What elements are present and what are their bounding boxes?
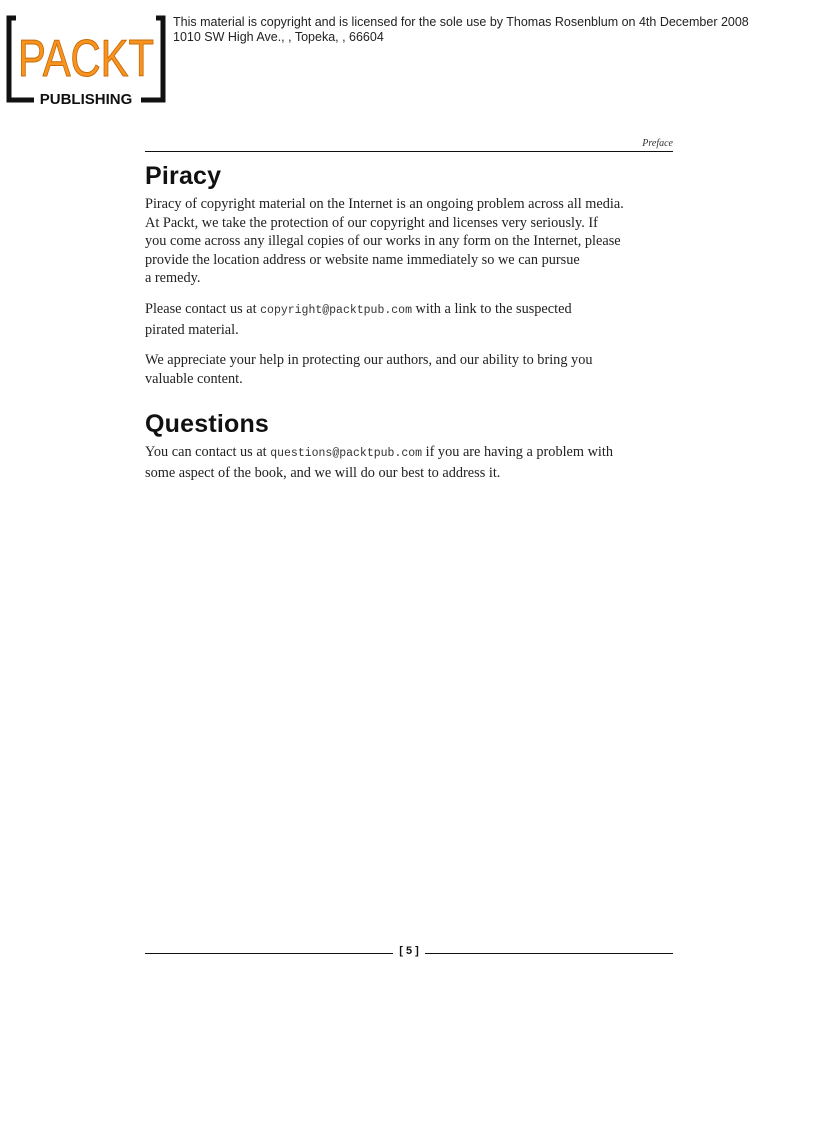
text-span: if you are having a problem with <box>422 444 614 461</box>
heading-questions: Questions <box>145 410 270 439</box>
text-line: some aspect of the book, and we will do our best to address it. <box>145 464 501 481</box>
text-span: Please contact us at <box>145 300 261 317</box>
piracy-paragraph-3 <box>145 351 673 388</box>
running-head: Preface <box>642 138 673 149</box>
piracy-paragraph-1 <box>145 195 673 288</box>
heading-piracy: Piracy <box>145 162 222 190</box>
copyright-email[interactable]: copyright@packtpub.com <box>260 303 412 317</box>
questions-email[interactable]: questions@packtpub.com <box>270 447 423 461</box>
text-line: Piracy of copyright material on the Internet is an ongoing problem across all media. <box>145 196 624 212</box>
text-span: with a link to the suspected <box>411 300 572 317</box>
text-line: provide the location address or website name immediately so we can pursue <box>145 251 580 268</box>
text-line: you come across any illegal copies of our works in any form on the Internet, please <box>145 233 621 250</box>
license-line-2: 1010 SW High Ave., , Topeka, , 66604 <box>173 30 384 44</box>
piracy-paragraph-2 <box>145 300 673 339</box>
text-line: At Packt, we take the protection of our copyright and licenses very seriously. If <box>145 214 598 231</box>
text-line: a remedy. <box>145 270 201 287</box>
page-content <box>145 156 673 495</box>
packt-publishing-logo <box>6 14 166 106</box>
license-line-1: This material is copyright and is licensed for the sole use by Thomas Rosenblum on 4th December 2008 <box>173 15 749 29</box>
text-line: We appreciate your help in protecting our authors, and our ability to bring you <box>145 352 593 369</box>
logo-wordmark: PACKT <box>18 30 154 88</box>
text-line: valuable content. <box>145 370 243 387</box>
logo-subtitle: PUBLISHING <box>39 91 133 108</box>
text-line: pirated material. <box>145 321 239 338</box>
header-rule <box>145 151 673 152</box>
license-notice <box>173 15 749 45</box>
page-footer <box>145 945 673 959</box>
page-number: [ 5 ] <box>399 945 419 957</box>
questions-paragraph <box>145 443 673 482</box>
text-span: You can contact us at <box>145 444 271 461</box>
footer-rule-right <box>425 953 673 954</box>
footer-rule-left <box>145 953 393 954</box>
